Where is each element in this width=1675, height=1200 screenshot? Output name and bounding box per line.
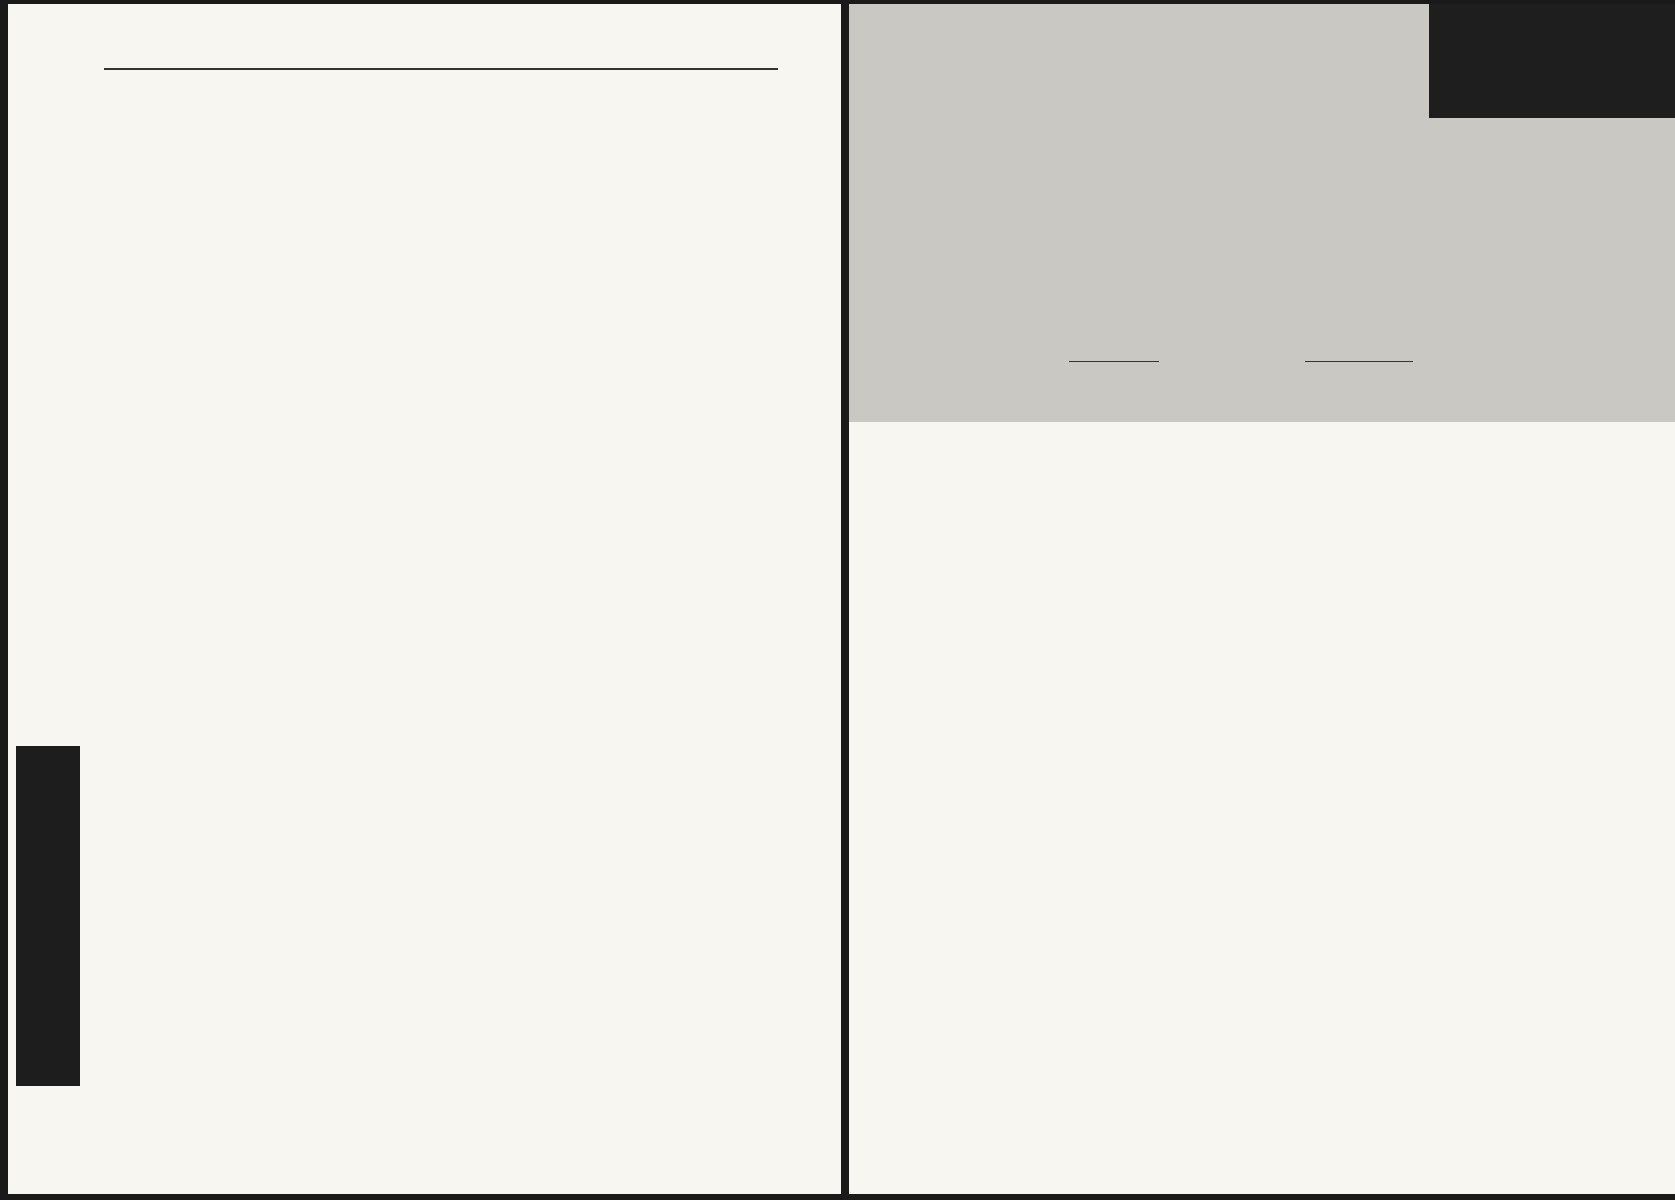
table-header — [448, 69, 523, 70]
right-page — [849, 4, 1675, 1194]
table-header — [105, 69, 190, 70]
postal-rate-table — [104, 68, 778, 450]
table-header — [523, 69, 610, 70]
series-side-tab — [16, 746, 80, 1086]
series-tab — [1429, 4, 1675, 118]
article-body-upper — [889, 474, 1631, 770]
table-header — [610, 69, 693, 70]
title-rule-left — [1069, 361, 1159, 362]
title-rule-right — [1305, 361, 1413, 362]
table-header — [190, 69, 448, 70]
table-header — [693, 69, 778, 70]
left-page — [8, 4, 841, 1194]
article-body-lower — [889, 794, 1631, 1119]
article-body-lower — [112, 794, 792, 1122]
